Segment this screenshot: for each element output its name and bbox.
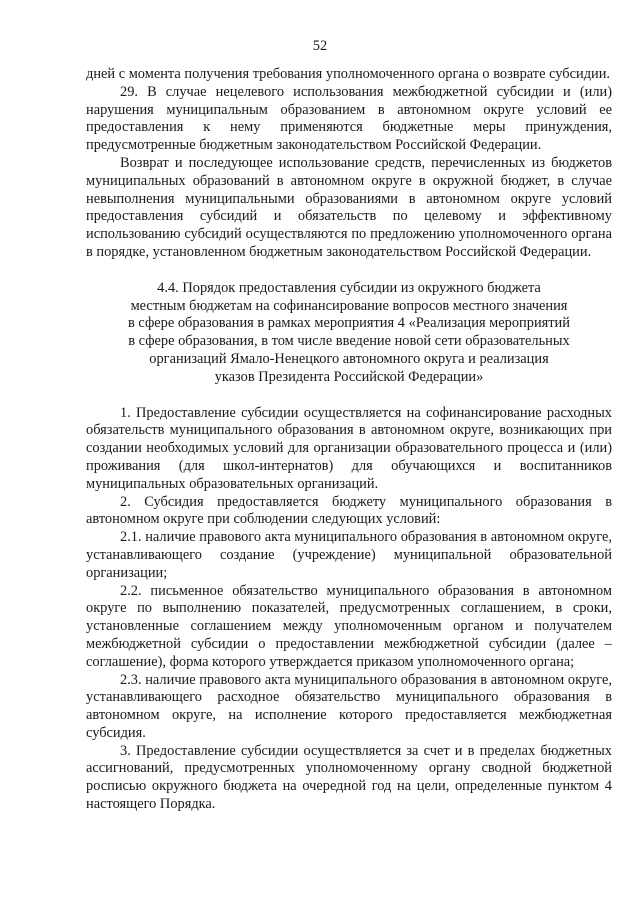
- paragraph-2-1: 2.1. наличие правового акта муниципального образования в автономном округе, устанавливающего создание (учреждение) муниципальной образовательной организации;: [86, 529, 612, 581]
- page-body: [86, 66, 612, 814]
- paragraph-cont: дней с момента получения требования уполномоченного органа о возврате субсидии.: [86, 66, 611, 82]
- paragraph-2-3: 2.3. наличие правового акта муниципального образования в автономном округе, устанавливающего расходное обязательство муниципального образования в автономном округе, на исполнение которого предоставляется межбюджетная субсидия.: [86, 671, 612, 741]
- section-title-line: в сфере образования, в том числе введение новой сети образовательных: [128, 333, 570, 350]
- paragraph-2-2: 2.2. письменное обязательство муниципального образования в автономном округе по выполнению показателей, предусмотренных соглашением, в сроки, установленные соглашением между уполномоченным органом и получателем межбюджетной субсидии о предоставлении межбюджетной субсидии (далее – соглашение), форма которого утверждается приказом уполномоченного органа;: [86, 582, 612, 670]
- section-title-line: указов Президента Российской Федерации»: [214, 368, 484, 385]
- section-title-line: организаций Ямало-Ненецкого автономного округа и реализация: [149, 350, 549, 367]
- bottom-paragraphs: [86, 405, 612, 814]
- top-paragraphs: [86, 66, 612, 262]
- paragraph-1: 1. Предоставление субсидии осуществляется на софинансирование расходных обязательств муниципального образования в автономном округе, возникающих при создании необходимых условий для организации образовательного процесса и (или) проживания (для школ-интернатов) для обучающихся и воспитанников муниципальных образовательных организаций.: [86, 404, 612, 492]
- paragraph-3: 3. Предоставление субсидии осуществляется за счет и в пределах бюджетных ассигнований, предусмотренных уполномоченному органу сводной бюджетной росписью окружного бюджета на очередной год на цели, определенные пунктом 4 настоящего Порядка.: [86, 742, 612, 813]
- page-number: 52: [312, 38, 328, 54]
- section-title: [86, 280, 612, 387]
- section-title-line: в сфере образования в рамках мероприятия 4 «Реализация мероприятий: [128, 315, 570, 332]
- paragraph-return: Возврат и последующее использование средств, перечисленных из бюджетов муниципальных образований в автономном округе в окружной бюджет, в случае невыполнения муниципальными образованиями в автономном округе условий предоставления субсидий и обязательств по целевому и эффективному использованию субсидий осуществляются по предложению уполномоченного органа в порядке, установленном бюджетным законодательством Российской Федерации.: [86, 154, 612, 260]
- section-title-line: 4.4. Порядок предоставления субсидии из окружного бюджета: [157, 279, 541, 296]
- section-title-line: местным бюджетам на софинансирование вопросов местного значения: [130, 297, 568, 314]
- paragraph-29: 29. В случае нецелевого использования межбюджетной субсидии и (или) нарушения муниципальным образованием в автономном округе условий ее предоставления к нему применяются бюджетные меры принуждения, предусмотренные бюджетным законодательством Российской Федерации.: [86, 83, 612, 154]
- paragraph-2: 2. Субсидия предоставляется бюджету муниципального образования в автономном округе при соблюдении следующих условий:: [86, 493, 612, 528]
